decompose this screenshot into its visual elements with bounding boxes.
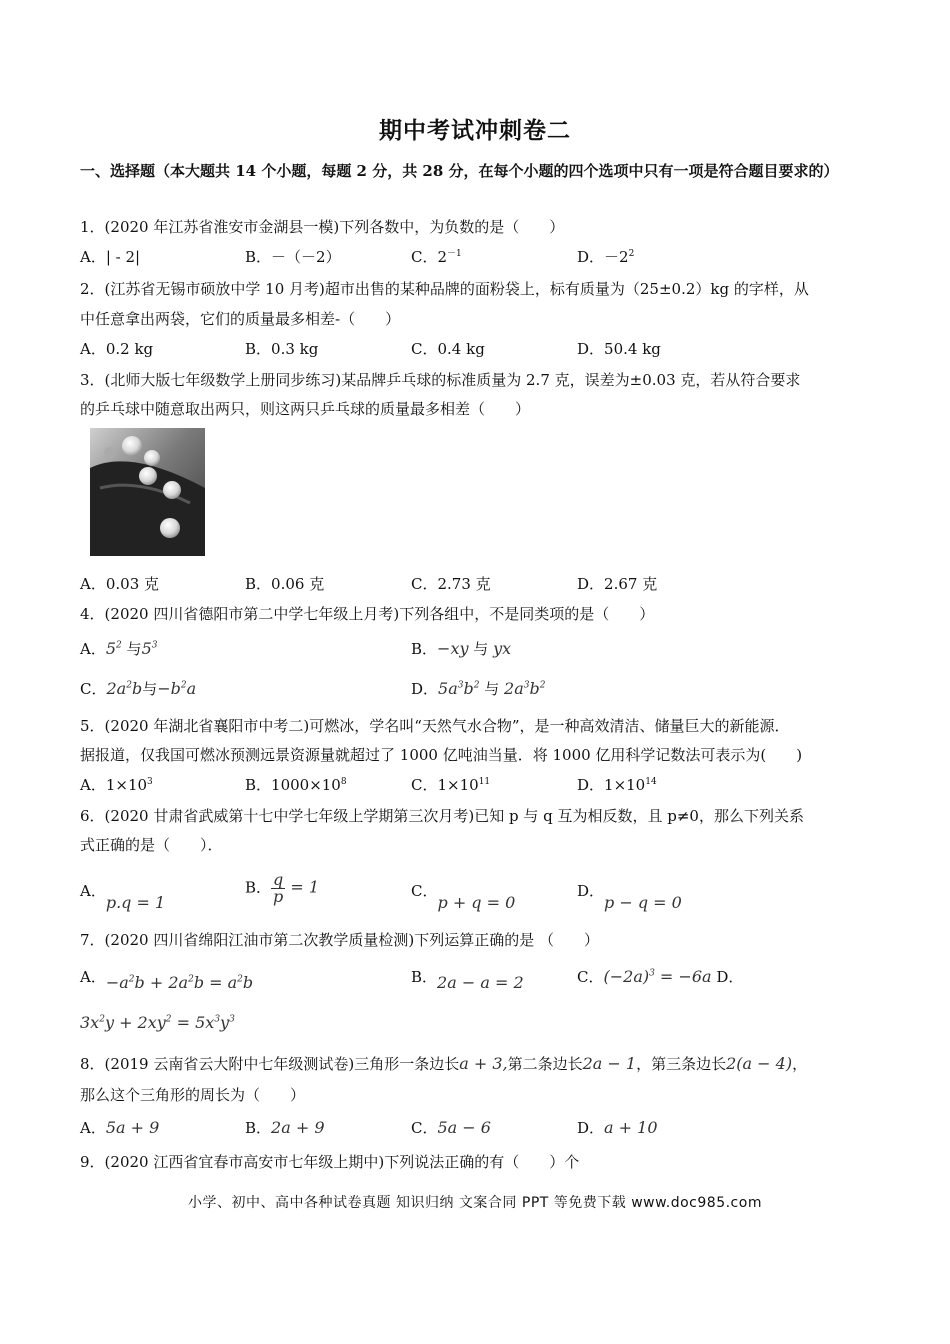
question-3-stem-2: 的乒乓球中随意取出两只，则这两只乒乓球的质量最多相差（ ） [80,400,531,418]
section-heading: 一、选择题（本大题共 14 个小题，每题 2 分，共 28 分，在每个小题的四个选项中只有一项是符合题目要求的） [80,162,839,180]
option-a: A．0.03 克 [80,575,159,593]
question-6-stem-2: 式正确的是（ ）． [80,836,223,854]
question-5-options [80,774,870,798]
option-d: D．a + 10 [577,1118,658,1137]
option-a: A．$5^2$ 与$5^3$ [80,639,158,658]
question-4-stem: 4．(2020 四川省德阳市第二中学七年级上月考)下列各组中，不是同类项的是（ ） [80,605,655,623]
option-b: B．2a + 9 [245,1118,325,1137]
question-2-stem-2: 中任意拿出两袋，它们的质量最多相差-（ ） [80,310,401,328]
option-d: D．2.67 克 [577,575,658,593]
question-4-options-row-2 [80,678,870,702]
question-2-options [80,338,870,362]
question-9-stem: 9．(2020 江西省宜春市高安市七年级上期中)下列说法正确的有（ ）个 [80,1153,580,1171]
page-footer: 小学、初中、高中各种试卷真题 知识归纳 文案合同 PPT 等免费下载 www.doc985.com [188,1195,762,1211]
question-7-options [80,966,870,996]
question-5-stem-1: 5．(2020 年湖北省襄阳市中考二)可燃冰，学名叫“天然气水合物”，是一种高效清洁、储量巨大的新能源． [80,717,790,735]
option-b: B．−xy 与 yx [411,639,512,658]
question-2-stem-1: 2．(江苏省无锡市硕放中学 10 月考)超市出售的某种品牌的面粉袋上，标有质量为（25±0.2）kg 的字样，从 [80,280,809,298]
option-a: A．| - 2| [80,248,141,266]
option-b: B．－（－2） [245,248,341,266]
option-a: A．p.q = 1 [80,882,166,912]
option-c: C．2.73 克 [411,575,491,593]
option-b: B．0.06 克 [245,575,325,593]
question-1-stem: 1．(2020 年江苏省淮安市金湖县一模)下列各数中，为负数的是（ ） [80,218,565,236]
option-a: A．$1\times 10^3$ [80,776,153,794]
question-8-stem-1: 8．(2019 云南省云大附中七年级测试卷)三角形一条边长a + 3,第二条边长2a − 1，第三条边长2(a − 4)， [80,1054,808,1073]
question-6-options [80,872,870,916]
question-7-stem: 7．(2020 四川省绵阳江油市第二次教学质量检测)下列运算正确的是 （ ） [80,931,599,949]
question-1-options [80,246,870,270]
option-d: D．$5a^3b^2$ 与 $2a^3b^2$ [411,679,546,698]
ping-pong-balls-photo [90,428,205,556]
question-5-stem-2: 据报道，仅我国可燃冰预测远景资源量就超过了 1000 亿吨油当量．将 1000 亿用科学记数法可表示为( ) [80,746,803,764]
option-a: A．5a + 9 [80,1118,160,1137]
option-b: B．2a − a = 2 [411,968,524,992]
option-d: D．50.4 kg [577,340,661,358]
option-a: A．$-a^2b + 2a^2b = a^2b$ [80,968,254,992]
question-3-options [80,573,870,597]
question-3-stem-1: 3．(北师大版七年级数学上册同步练习)某品牌乒乓球的标准质量为 2.7 克，误差为±0.03 克，若从符合要求 [80,371,801,389]
option-c: C．$(-2a)^3 = -6a$ D． [577,967,744,986]
option-a: A．0.2 kg [80,340,154,358]
option-d: D．$1\times 10^{14}$ [577,776,657,794]
option-c: C．0.4 kg [411,340,485,358]
question-7-option-d-formula: $3x^2y + 2xy^2 = 5x^3y^3$ [80,1013,235,1032]
question-8-options [80,1117,870,1141]
option-c: C．p + q = 0 [411,882,516,912]
question-8-stem-2: 那么这个三角形的周长为（ ） [80,1086,306,1104]
option-d: D．p − q = 0 [577,882,682,912]
option-d: D．$-2^2$ [577,248,635,266]
option-c: C．$1\times 10^{11}$ [411,776,491,794]
option-c: C．5a − 6 [411,1118,491,1137]
option-c: C．$2^{-1}$ [411,248,462,266]
option-c: C．$2a^2b$与$-b^2a$ [80,679,197,698]
question-6-stem-1: 6．(2020 甘肃省武威第十七中学七年级上学期第三次月考)已知 p 与 q 互为相反数，且 p≠0，那么下列关系 [80,807,804,825]
question-4-options-row-1 [80,638,870,662]
option-b: B． $\frac{q}{p}$ = 1 [245,870,320,906]
page-title: 期中考试冲刺卷二 [379,117,571,144]
option-b: B．0.3 kg [245,340,319,358]
option-b: B．$1000\times 10^8$ [245,776,347,794]
